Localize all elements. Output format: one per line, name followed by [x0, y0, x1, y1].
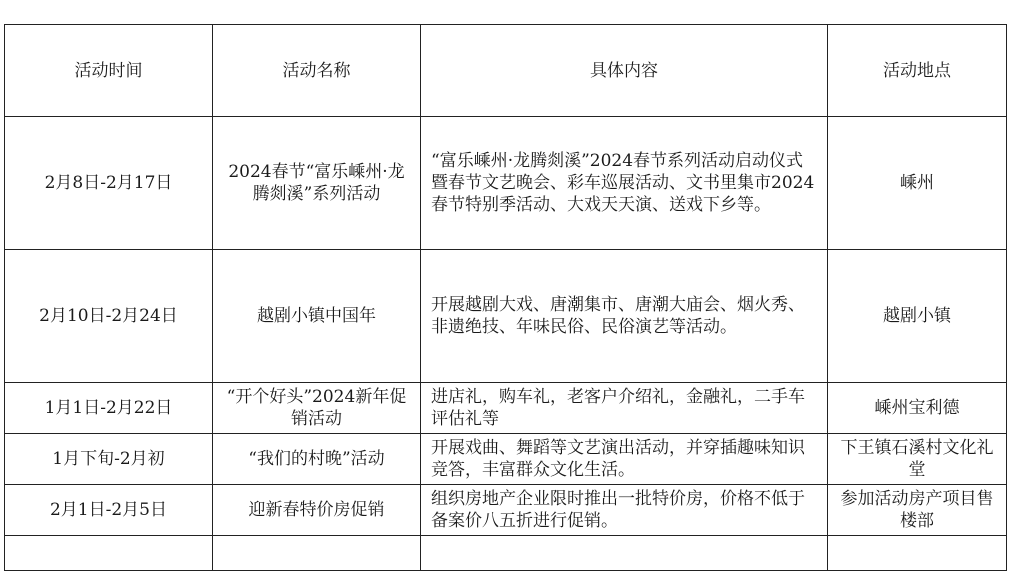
cell-content: 开展越剧大戏、唐潮集市、唐潮大庙会、烟火秀、非遗绝技、年味民俗、民俗演艺等活动。 — [421, 250, 828, 383]
table-row — [5, 250, 1007, 383]
cell-name: 2024春节“富乐嵊州·龙腾剡溪”系列活动 — [213, 117, 421, 250]
cell-location: 参加活动房产项目售楼部 — [828, 485, 1007, 536]
table-row-partial — [5, 536, 1007, 571]
cell-content: 进店礼，购车礼，老客户介绍礼，金融礼，二手车评估礼等 — [421, 383, 828, 434]
cell-time: 1月1日-2月22日 — [5, 383, 213, 434]
cell-location: 下王镇石溪村文化礼堂 — [828, 434, 1007, 485]
cell-time: 1月下旬-2月初 — [5, 434, 213, 485]
table-row — [5, 383, 1007, 434]
cell-content: 组织房地产企业限时推出一批特价房，价格不低于备案价八五折进行促销。 — [421, 485, 828, 536]
cell-content: “富乐嵊州·龙腾剡溪”2024春节系列活动启动仪式暨春节文艺晚会、彩车巡展活动、文书里集市2024春节特别季活动、大戏天天演、送戏下乡等。 — [421, 117, 828, 250]
event-table-container — [4, 24, 1006, 571]
cell-name: “我们的村晚”活动 — [213, 434, 421, 485]
table-row — [5, 117, 1007, 250]
table-row — [5, 434, 1007, 485]
cell-time: 2月1日-2月5日 — [5, 485, 213, 536]
cell-location: 嵊州 — [828, 117, 1007, 250]
cell-content: 开展戏曲、舞蹈等文艺演出活动，并穿插趣味知识竞答，丰富群众文化生活。 — [421, 434, 828, 485]
cell-name: “开个好头”2024新年促销活动 — [213, 383, 421, 434]
cell-location: 嵊州宝利德 — [828, 383, 1007, 434]
header-activity-content: 具体内容 — [421, 25, 828, 117]
cell-time: 2月8日-2月17日 — [5, 117, 213, 250]
cell-content — [421, 536, 828, 571]
cell-time — [5, 536, 213, 571]
cell-name — [213, 536, 421, 571]
header-activity-location: 活动地点 — [828, 25, 1007, 117]
table-header-row — [5, 25, 1007, 117]
cell-location — [828, 536, 1007, 571]
table-row — [5, 485, 1007, 536]
cell-time: 2月10日-2月24日 — [5, 250, 213, 383]
cell-name: 越剧小镇中国年 — [213, 250, 421, 383]
cell-location: 越剧小镇 — [828, 250, 1007, 383]
header-activity-time: 活动时间 — [5, 25, 213, 117]
event-schedule-table — [4, 24, 1007, 571]
cell-name: 迎新春特价房促销 — [213, 485, 421, 536]
header-activity-name: 活动名称 — [213, 25, 421, 117]
